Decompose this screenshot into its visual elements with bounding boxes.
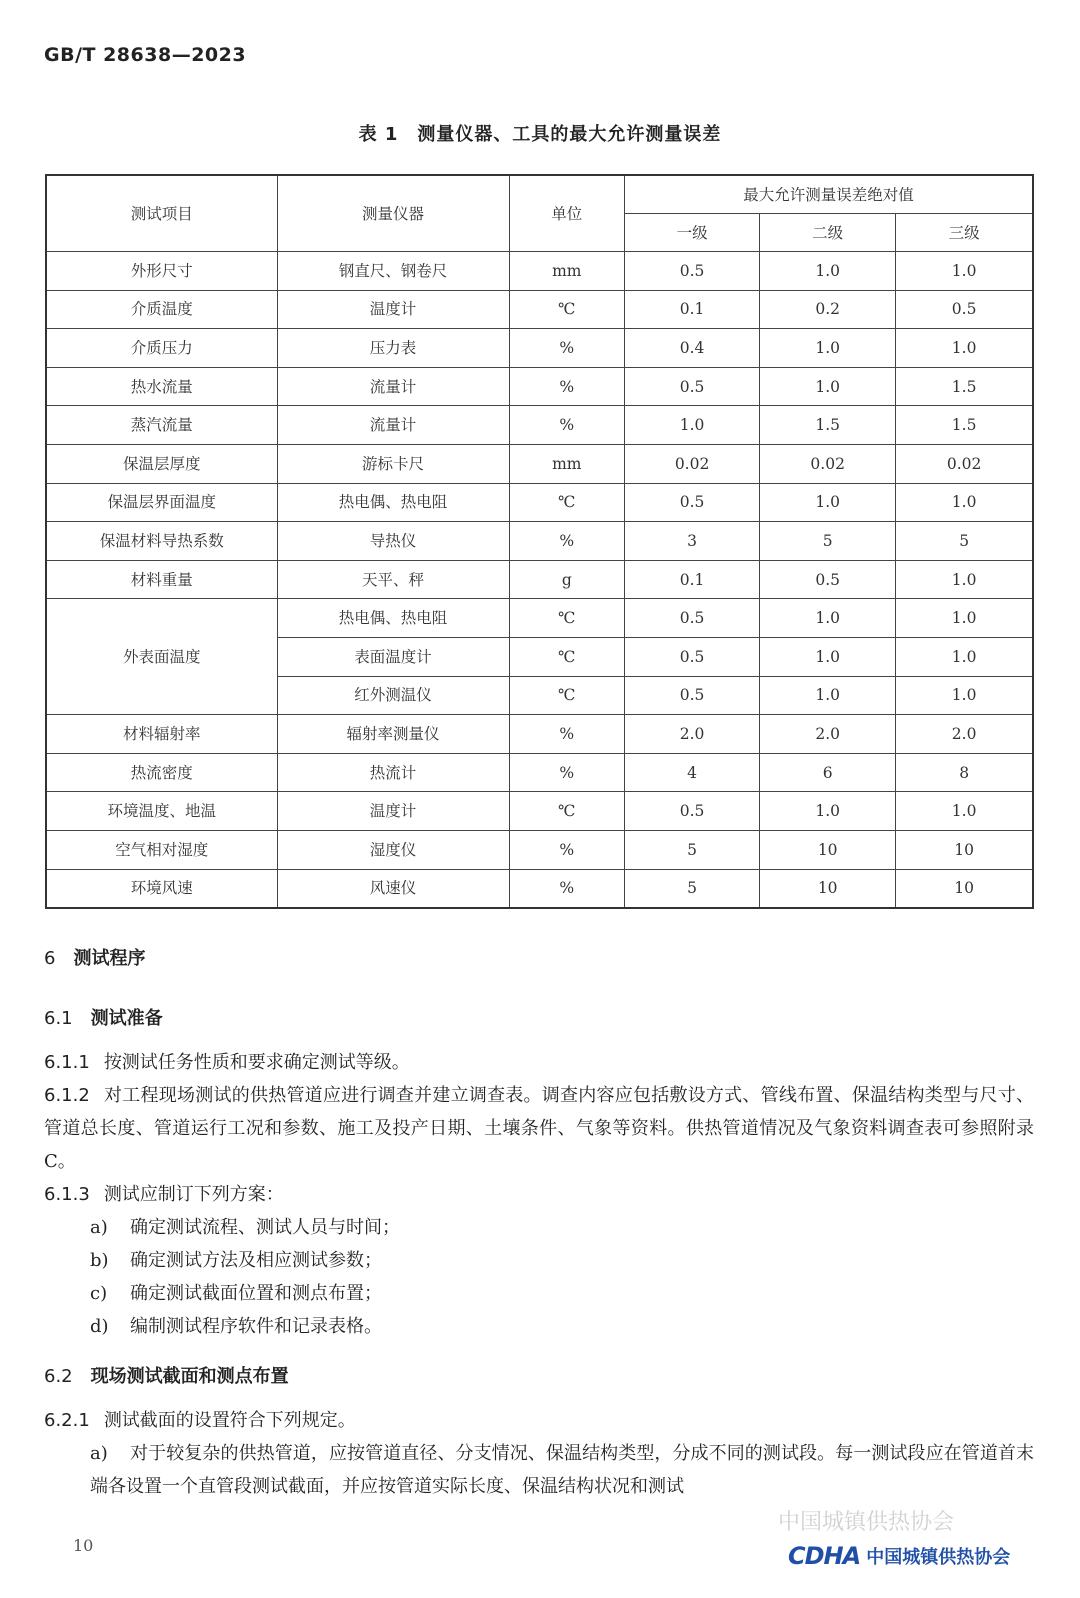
cell-unit: % [509,753,625,792]
cell-instrument: 风速仪 [277,869,509,908]
cell-grade-3: 1.0 [896,560,1033,599]
clause-text: 对工程现场测试的供热管道应进行调查并建立调查表。调查内容应包括敷设方式、管线布置、保温结构类型与尺寸、管道总长度、管道运行工况和参数、施工及投产日期、土壤条件、气象等资料。供热管道情况及气象资料调查表可参照附录C。 [44,1085,1034,1172]
cell-item: 外形尺寸 [46,252,277,291]
cell-grade-3: 1.0 [896,599,1033,638]
cell-grade-2: 2.0 [760,715,896,754]
cell-grade-1: 1.0 [625,406,760,445]
table-row [46,599,1033,638]
cell-grade-2: 1.0 [760,329,896,368]
cell-grade-1: 2.0 [625,715,760,754]
list-text: 编制测试程序软件和记录表格。 [130,1316,382,1337]
cell-item: 热水流量 [46,367,277,406]
cell-grade-2: 10 [760,869,896,908]
cell-grade-1: 5 [625,869,760,908]
cell-grade-3: 0.5 [896,290,1033,329]
list-marker: b) [90,1250,109,1271]
header-item: 测试项目 [46,175,277,252]
table-row [46,830,1033,869]
cell-grade-2: 10 [760,830,896,869]
cell-unit: ℃ [509,599,625,638]
section-title: 测试程序 [73,948,146,969]
cell-item: 介质温度 [46,290,277,329]
section-title: 测试准备 [90,1008,163,1029]
cell-instrument: 温度计 [277,290,509,329]
cell-item: 保温层界面温度 [46,483,277,522]
cell-grade-3: 1.0 [896,252,1033,291]
section-6-1-heading [44,1004,163,1030]
clause-number: 6.1.1 [44,1052,90,1073]
cell-grade-1: 0.5 [625,252,760,291]
table-title: 表 1 测量仪器、工具的最大允许测量误差 [358,124,722,145]
cell-instrument: 热流计 [277,753,509,792]
cell-grade-1: 0.5 [625,367,760,406]
clause-6-1-3 [44,1178,1034,1211]
cell-grade-1: 0.5 [625,792,760,831]
cell-grade-1: 5 [625,830,760,869]
page-number: 10 [73,1536,94,1555]
header-instrument: 测量仪器 [277,175,509,252]
cell-grade-3: 1.5 [896,367,1033,406]
list-text: 对于较复杂的供热管道，应按管道直径、分支情况、保温结构类型，分成不同的测试段。每一测试段应在管道首末端各设置一个直管段测试截面，并应按管道实际长度、保温结构状况和测试 [90,1443,1034,1497]
cell-instrument: 表面温度计 [277,637,509,676]
cell-grade-2: 0.02 [760,444,896,483]
cell-unit: % [509,869,625,908]
cell-grade-1: 0.5 [625,676,760,715]
logo-mark: CDHA [788,1542,861,1570]
cell-grade-2: 1.0 [760,483,896,522]
header-max-error: 最大允许测量误差绝对值 [625,175,1033,214]
cell-instrument: 热电偶、热电阻 [277,483,509,522]
cell-grade-3: 1.0 [896,637,1033,676]
header-unit: 单位 [509,175,625,252]
cell-unit: % [509,329,625,368]
cell-unit: % [509,715,625,754]
table-row [46,406,1033,445]
cell-unit: mm [509,444,625,483]
cell-instrument: 流量计 [277,367,509,406]
cell-grade-2: 1.5 [760,406,896,445]
cell-instrument: 天平、秤 [277,560,509,599]
list-text: 确定测试流程、测试人员与时间； [130,1217,400,1238]
cell-grade-2: 5 [760,522,896,561]
error-table [45,174,1034,909]
clause-number: 6.1.3 [44,1184,90,1205]
clause-text: 测试应制订下列方案： [103,1184,284,1205]
table-row [46,367,1033,406]
list-marker: a) [90,1217,108,1238]
cell-instrument: 辐射率测量仪 [277,715,509,754]
cell-instrument: 流量计 [277,406,509,445]
cell-unit: % [509,367,625,406]
cell-instrument: 红外测温仪 [277,676,509,715]
cell-grade-3: 0.02 [896,444,1033,483]
cell-instrument: 热电偶、热电阻 [277,599,509,638]
cell-item: 热流密度 [46,753,277,792]
clause-number: 6.1.2 [44,1085,90,1106]
clause-text: 按测试任务性质和要求确定测试等级。 [103,1052,410,1073]
cell-grade-1: 0.02 [625,444,760,483]
header-grade-3: 三级 [896,214,1033,252]
cell-unit: ℃ [509,676,625,715]
header-grade-1: 一级 [625,214,760,252]
list-item [90,1211,1034,1244]
clause-6-2-1 [44,1404,1034,1437]
standard-number: GB/T 28638—2023 [44,44,247,66]
list-marker: c) [90,1283,108,1304]
cell-grade-1: 0.1 [625,560,760,599]
list-text: 确定测试方法及相应测试参数； [130,1250,382,1271]
cell-unit: ℃ [509,483,625,522]
cdha-logo [788,1538,1010,1574]
cell-grade-1: 4 [625,753,760,792]
cell-item: 材料重量 [46,560,277,599]
cell-grade-3: 10 [896,830,1033,869]
table-row [46,444,1033,483]
cell-unit: ℃ [509,792,625,831]
section-title: 现场测试截面和测点布置 [90,1366,289,1387]
cell-grade-2: 1.0 [760,676,896,715]
cell-unit: % [509,406,625,445]
table-row [46,869,1033,908]
section-number: 6 [44,948,56,969]
cell-unit: ℃ [509,637,625,676]
header-grade-2: 二级 [760,214,896,252]
clause-6-1-2 [44,1079,1034,1178]
cell-instrument: 导热仪 [277,522,509,561]
cell-grade-2: 1.0 [760,637,896,676]
table-row [46,290,1033,329]
section-6-heading [44,944,145,970]
list-item [90,1310,1034,1343]
watermark-text: 中国城镇供热协会 [778,1510,955,1535]
cell-item: 保温材料导热系数 [46,522,277,561]
cell-grade-3: 1.0 [896,676,1033,715]
table-row [46,560,1033,599]
table-row [46,715,1033,754]
cell-grade-1: 3 [625,522,760,561]
cell-grade-2: 0.5 [760,560,896,599]
cell-grade-3: 1.0 [896,329,1033,368]
section-number: 6.2 [44,1366,73,1387]
cell-grade-3: 2.0 [896,715,1033,754]
list-item [90,1437,1034,1503]
list-marker: a) [90,1443,108,1464]
cell-grade-1: 0.5 [625,599,760,638]
cell-grade-3: 1.0 [896,483,1033,522]
cell-item: 外表面温度 [46,599,277,715]
cell-instrument: 温度计 [277,792,509,831]
cell-grade-2: 1.0 [760,367,896,406]
table-row [46,753,1033,792]
cell-grade-2: 1.0 [760,599,896,638]
cell-grade-2: 1.0 [760,792,896,831]
cell-instrument: 游标卡尺 [277,444,509,483]
table-row [46,483,1033,522]
list-marker: d) [90,1316,109,1337]
list-item [90,1244,1034,1277]
cell-instrument: 湿度仪 [277,830,509,869]
section-number: 6.1 [44,1008,73,1029]
cell-item: 保温层厚度 [46,444,277,483]
cell-grade-3: 10 [896,869,1033,908]
cell-instrument: 钢直尺、钢卷尺 [277,252,509,291]
cell-instrument: 压力表 [277,329,509,368]
list-item [90,1277,1034,1310]
cell-item: 蒸汽流量 [46,406,277,445]
cell-unit: ℃ [509,290,625,329]
cell-grade-3: 1.5 [896,406,1033,445]
cell-grade-3: 5 [896,522,1033,561]
table-row [46,792,1033,831]
clause-6-1-1 [44,1046,1034,1079]
cell-item: 介质压力 [46,329,277,368]
cell-grade-3: 8 [896,753,1033,792]
cell-grade-2: 6 [760,753,896,792]
list-text: 确定测试截面位置和测点布置； [130,1283,382,1304]
cell-grade-1: 0.5 [625,637,760,676]
cell-item: 环境风速 [46,869,277,908]
table-row [46,329,1033,368]
cell-unit: g [509,560,625,599]
cell-item: 环境温度、地温 [46,792,277,831]
section-6-2-heading [44,1362,289,1388]
cell-grade-1: 0.1 [625,290,760,329]
logo-org-name: 中国城镇供热协会 [866,1547,1011,1568]
cell-grade-1: 0.5 [625,483,760,522]
table-row [46,252,1033,291]
cell-grade-1: 0.4 [625,329,760,368]
cell-grade-3: 1.0 [896,792,1033,831]
cell-unit: % [509,522,625,561]
clause-number: 6.2.1 [44,1410,90,1431]
table-row [46,522,1033,561]
cell-unit: % [509,830,625,869]
cell-grade-2: 0.2 [760,290,896,329]
clause-text: 测试截面的设置符合下列规定。 [103,1410,356,1431]
cell-item: 材料辐射率 [46,715,277,754]
cell-item: 空气相对湿度 [46,830,277,869]
cell-grade-2: 1.0 [760,252,896,291]
cell-unit: mm [509,252,625,291]
